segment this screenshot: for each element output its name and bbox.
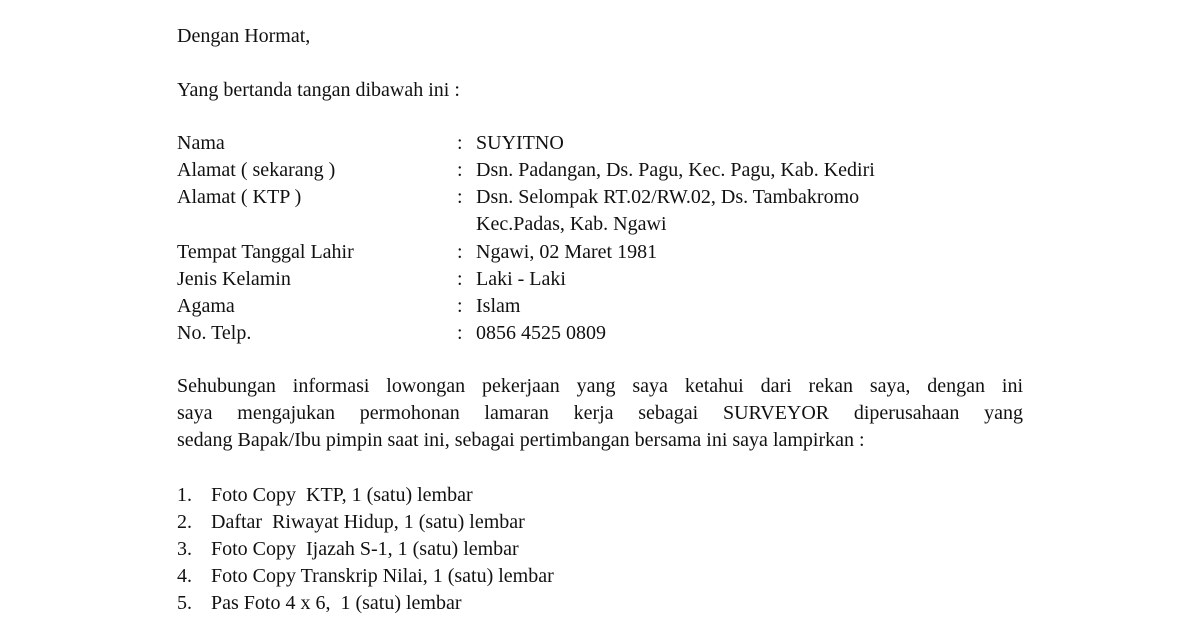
- list-item-number: 1.: [177, 484, 192, 506]
- field-colon: :: [457, 322, 463, 344]
- list-item: Foto Copy Ijazah S-1, 1 (satu) lembar: [211, 538, 519, 560]
- field-label-ttl: Tempat Tanggal Lahir: [177, 241, 354, 263]
- list-item-number: 2.: [177, 511, 192, 533]
- list-item-number: 5.: [177, 592, 192, 614]
- field-label-agama: Agama: [177, 295, 235, 317]
- list-item: Foto Copy Transkrip Nilai, 1 (satu) lembar: [211, 565, 554, 587]
- field-value-nama: SUYITNO: [476, 132, 564, 154]
- field-label-jenis-kelamin: Jenis Kelamin: [177, 268, 291, 290]
- field-value-alamat-sekarang: Dsn. Padangan, Ds. Pagu, Kec. Pagu, Kab. Kediri: [476, 159, 875, 181]
- field-colon: :: [457, 186, 463, 208]
- field-label-nama: Nama: [177, 132, 225, 154]
- field-colon: :: [457, 268, 463, 290]
- field-colon: :: [457, 132, 463, 154]
- field-value-ttl: Ngawi, 02 Maret 1981: [476, 241, 658, 263]
- field-label-alamat-ktp: Alamat ( KTP ): [177, 186, 302, 208]
- list-item-number: 3.: [177, 538, 192, 560]
- body-line: saya mengajukan permohonan lamaran kerja sebagai SURVEYOR diperusahaan yang: [177, 402, 1023, 424]
- field-colon: :: [457, 159, 463, 181]
- field-colon: :: [457, 241, 463, 263]
- field-label-telp: No. Telp.: [177, 322, 252, 344]
- body-paragraph: [177, 373, 1023, 454]
- body-line: sedang Bapak/Ibu pimpin saat ini, sebagai pertimbangan bersama ini saya lampirkan :: [177, 429, 865, 451]
- field-value-agama: Islam: [476, 295, 521, 317]
- body-line: Sehubungan informasi lowongan pekerjaan yang saya ketahui dari rekan saya, dengan ini: [177, 375, 1023, 397]
- list-item: Foto Copy KTP, 1 (satu) lembar: [211, 484, 473, 506]
- intro-line: Yang bertanda tangan dibawah ini :: [177, 79, 460, 101]
- list-item: Pas Foto 4 x 6, 1 (satu) lembar: [211, 592, 462, 614]
- field-label-alamat-sekarang: Alamat ( sekarang ): [177, 159, 336, 181]
- list-item: Daftar Riwayat Hidup, 1 (satu) lembar: [211, 511, 525, 533]
- field-colon: :: [457, 295, 463, 317]
- field-value-alamat-ktp: Dsn. Selompak RT.02/RW.02, Ds. Tambakromo: [476, 186, 860, 208]
- list-item-number: 4.: [177, 565, 192, 587]
- field-value-jenis-kelamin: Laki - Laki: [476, 268, 566, 290]
- field-value-telp: 0856 4525 0809: [476, 322, 606, 344]
- salutation: Dengan Hormat,: [177, 25, 311, 47]
- field-value-alamat-ktp-continued: Kec.Padas, Kab. Ngawi: [476, 213, 667, 235]
